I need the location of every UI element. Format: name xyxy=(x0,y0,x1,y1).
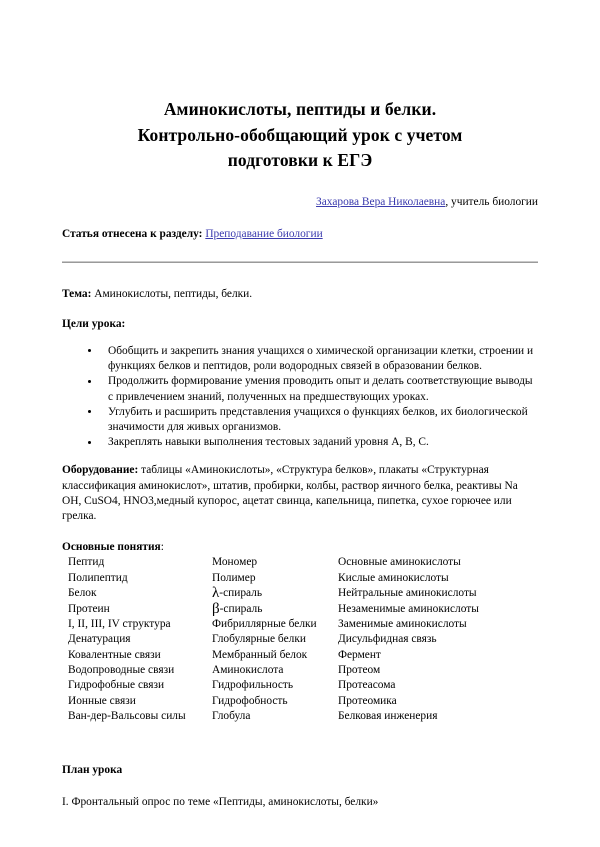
rubric xyxy=(62,210,538,242)
concept-term: Незаменимые аминокислоты xyxy=(338,602,479,615)
divider-line-bottom xyxy=(62,262,538,263)
list-item xyxy=(62,344,538,374)
concepts-table xyxy=(62,555,538,741)
concept-term: Полипептид xyxy=(68,571,128,584)
rubric-label: Статья отнесена к разделу: xyxy=(62,227,203,240)
bullet-icon xyxy=(88,410,91,413)
concepts-column-2 xyxy=(212,555,347,724)
concept-term: Мембранный белок xyxy=(212,648,308,661)
concept-term-greek xyxy=(212,586,347,601)
plan-item-1: I. Фронтальный опрос по теме «Пептиды, аминокислоты, белки» xyxy=(62,795,379,808)
concept-term: Гидрофильность xyxy=(212,679,294,692)
beta-glyph: β xyxy=(212,600,220,617)
concept-term: I, II, III, IV структура xyxy=(68,617,171,630)
concept-term: Ковалентные связи xyxy=(68,648,161,661)
concept-term: Протеин xyxy=(68,602,110,615)
document-content xyxy=(62,0,538,810)
concept-term: Гидрофобные связи xyxy=(68,679,165,692)
concepts-column-1 xyxy=(68,555,218,724)
concept-term: Дисульфидная связь xyxy=(338,633,437,646)
goals-label: Цели урока: xyxy=(62,317,126,330)
concept-term: Фермент xyxy=(338,648,381,661)
concepts-label: Основные понятия xyxy=(62,541,161,554)
topic-paragraph xyxy=(62,263,538,302)
concept-term: Водопроводные связи xyxy=(68,664,175,677)
concepts-label-suffix: : xyxy=(160,541,164,554)
concept-term: Пептид xyxy=(68,556,105,569)
equipment-paragraph xyxy=(62,450,538,524)
concept-term: Мономер xyxy=(212,556,258,569)
title-line-3: подготовки к ЕГЭ xyxy=(227,150,373,170)
concepts-heading xyxy=(62,524,538,555)
title-line-2: Контрольно-обобщающий урок с учетом xyxy=(137,124,463,145)
concept-term: Нейтральные аминокислоты xyxy=(338,587,477,600)
concept-term: Ионные связи xyxy=(68,694,136,707)
concept-term: Глобулярные белки xyxy=(212,633,306,646)
concept-term-greek xyxy=(212,602,347,617)
bullet-icon xyxy=(88,380,91,383)
concept-term: Заменимые аминокислоты xyxy=(338,617,467,630)
goal-text: Обобщить и закрепить знания учащихся о химической организации клетки, строении и функциях белков и пептидов, роли водородных связей в образовании белков. xyxy=(108,344,534,373)
concept-term: Аминокислота xyxy=(212,664,284,677)
goal-text: Углубить и расширить представления учащихся о функциях белков, их биологической значимости для живых организмов. xyxy=(108,405,528,433)
goal-text: Закреплять навыки выполнения тестовых заданий уровня А, В, С. xyxy=(108,436,429,449)
bullet-icon xyxy=(88,349,91,352)
concept-term: Гидрофобность xyxy=(212,694,288,707)
concept-term: Полимер xyxy=(212,571,256,584)
author-role: , учитель биологии xyxy=(445,195,538,208)
concept-term: Кислые аминокислоты xyxy=(338,571,449,584)
list-item xyxy=(62,435,538,450)
concept-term: Фибриллярные белки xyxy=(212,617,317,630)
topic-text: Аминокислоты, пептиды, белки. xyxy=(91,287,253,300)
equipment-label: Оборудование: xyxy=(62,464,139,477)
lambda-glyph: λ xyxy=(212,585,220,602)
plan-heading xyxy=(62,741,538,778)
goals-heading xyxy=(62,302,538,332)
goals-list xyxy=(62,332,538,450)
concept-term: Протеомика xyxy=(338,694,397,707)
plan-label: План урока xyxy=(62,764,123,777)
concept-term-suffix: -спираль xyxy=(219,602,263,615)
concepts-column-3 xyxy=(338,555,538,724)
topic-label: Тема: xyxy=(62,287,92,300)
page-title xyxy=(62,0,538,174)
equipment-text: таблицы «Аминокислоты», «Структура белков», плакаты «Структурная классификация аминокислот», штатив, пробирки, колбы, раствор яичного белка, реактивы Na OH, CuSO4, HNO3,медный купорос, ацетат свинца, капельница, пипетка, сухое горючее или грелка. xyxy=(62,464,518,522)
concept-term: Ван-дер-Вальсовы силы xyxy=(68,710,186,723)
concept-term: Протеом xyxy=(338,664,381,677)
horizontal-divider xyxy=(62,261,538,263)
author-byline xyxy=(62,174,538,210)
bullet-icon xyxy=(88,441,91,444)
list-item xyxy=(62,405,538,435)
concept-term-suffix: -спираль xyxy=(219,587,263,600)
concept-term: Протеасома xyxy=(338,679,396,692)
concept-term: Глобула xyxy=(212,710,251,723)
concept-term: Белковая инженерия xyxy=(338,710,438,723)
author-link[interactable]: Захарова Вера Николаевна xyxy=(316,195,446,208)
concept-term: Основные аминокислоты xyxy=(338,556,461,569)
rubric-link[interactable]: Преподавание биологии xyxy=(205,227,323,240)
concept-term: Белок xyxy=(68,587,97,600)
title-line-1: Аминокислоты, пептиды и белки. xyxy=(163,99,437,119)
goal-text: Продолжить формирование умения проводить опыт и делать соответствующие выводы с привлечением знаний, полученных на предшествующих уроках. xyxy=(108,375,533,403)
list-item xyxy=(62,374,538,404)
concept-term: Денатурация xyxy=(68,633,131,646)
